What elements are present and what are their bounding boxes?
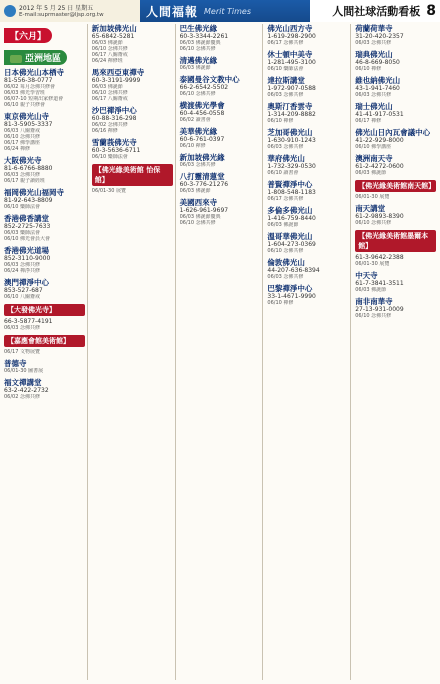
page-title: 人間社球活動看板 [332, 5, 421, 18]
event-line: 06/01-30 展覽 [355, 194, 390, 200]
column-5 [353, 24, 438, 680]
temple-name: 瑞士佛光山 [355, 102, 393, 111]
temple-block [355, 76, 436, 98]
temple-block [4, 335, 85, 355]
event-line: 06/03 念佛共修 [355, 92, 392, 98]
temple-block [267, 232, 348, 254]
event-line: 06/10 藥師法會 [4, 204, 40, 210]
event-line: 06/03 念佛共修 [4, 262, 40, 268]
temple-phone: 1-281-495-3100 [267, 59, 316, 66]
temple-name: 南天講堂 [355, 204, 386, 213]
temple-block [180, 56, 261, 71]
temple-phone: 1-732-329-0530 [267, 163, 316, 170]
temple-block [355, 50, 436, 72]
temple-name: 沙巴禪淨中心 [91, 106, 137, 115]
event-line: 06/03 佛誕節 [355, 170, 387, 176]
temple-block [267, 284, 348, 306]
temple-block [4, 214, 85, 242]
temple-phone: 1-619-298-2900 [267, 33, 316, 40]
temple-name: 福文禪講堂 [4, 378, 42, 387]
event-line: 06/10 禪修 [179, 143, 206, 149]
temple-block [267, 24, 348, 46]
temple-phone: 60-3-3191-9999 [91, 77, 141, 84]
temple-phone: 65-6842-5281 [91, 33, 135, 40]
temple-name: 泰國曼谷文教中心 [179, 75, 240, 84]
temple-phone: 60-3-776-21276 [179, 181, 229, 188]
temple-name: 澳門禪淨中心 [4, 278, 49, 287]
temple-name: 普德寺 [4, 359, 27, 368]
header-info [0, 0, 140, 22]
temple-phone: 63-2-422-2732 [4, 387, 49, 394]
temple-block [92, 138, 173, 160]
temple-phone: 66-2-6542-5502 [179, 84, 229, 91]
event-line: 06/10 禪修 [267, 118, 294, 124]
event-line: 06/03 念佛共修 [355, 40, 392, 46]
event-line: 06/17 佛學講座 [4, 140, 40, 146]
event-line: 06/10 親子共修會 [4, 102, 45, 108]
temple-name: 日本佛光山本栖寺 [4, 68, 64, 77]
temple-block [180, 198, 261, 226]
temple-block [267, 76, 348, 98]
temple-phone: 1-630-910-1243 [267, 137, 316, 144]
event-line: 06/10 念佛共修 [91, 90, 128, 96]
temple-name: 溫哥華佛光山 [267, 232, 313, 241]
temple-name: 維也納佛光山 [355, 76, 401, 85]
temple-phone: 60-4-456-0558 [179, 110, 225, 117]
temple-name: 荷蘭荷華寺 [355, 24, 393, 33]
event-line: 06/03 佛誕節 [179, 188, 211, 194]
event-line: 06/17 八關齋戒 [91, 96, 128, 102]
temple-phone: 60-88-316-298 [91, 115, 137, 122]
temple-phone: 27-13-931-0009 [355, 306, 404, 313]
event-line: 06/10 佛光會員大會 [4, 236, 50, 242]
newspaper-logo-en: Merit Times [204, 6, 252, 16]
temple-block [180, 127, 261, 149]
temple-phone: 41-22-929-8000 [355, 137, 404, 144]
temple-block [92, 24, 173, 64]
header-emblem-icon [4, 5, 16, 17]
column-3 [178, 24, 264, 680]
temple-phone: 61-7-3841-3511 [355, 280, 404, 287]
column-4 [265, 24, 351, 680]
header-email: E-mail:suprmaster@ljsp.org.tw [19, 11, 104, 18]
event-line: 06/10 讀書會 [267, 170, 299, 176]
header-logo-bar [140, 0, 310, 22]
temple-block [4, 68, 85, 108]
temple-block [267, 128, 348, 150]
event-line: 06/03 佛誕節慶典 [179, 214, 221, 220]
month-ribbon: 【六月】 [4, 28, 52, 43]
event-line: 06/10 藥師法會 [91, 154, 128, 160]
temple-block [4, 112, 85, 152]
temple-name: 大阪佛光寺 [4, 156, 42, 165]
event-line: 06/10 禪修 [355, 66, 382, 72]
event-line: 06/17 八關齋戒 [91, 52, 128, 58]
temple-name: 華府佛光山 [267, 154, 305, 163]
temple-name: 倫敦佛光山 [267, 258, 305, 267]
event-line: 06/03 佛誕節慶典 [179, 40, 221, 46]
event-line: 06/10 念佛共修 [355, 220, 392, 226]
region-ribbon-asia [4, 50, 67, 65]
temple-name: 【佛光緣美術館墨爾本館】 [355, 230, 436, 252]
event-line: 06/01-30 展覽 [355, 261, 390, 267]
event-line: 06/02 念佛共修 [4, 394, 40, 400]
event-line: 06/10 八關齋戒 [4, 294, 40, 300]
event-line: 06/03 藥師法會 [4, 230, 40, 236]
temple-block [355, 297, 436, 319]
temple-block [180, 24, 261, 52]
temple-name: 中天寺 [355, 271, 378, 280]
event-line: 06/24 禪修 [4, 146, 30, 152]
temple-name: 【佛光緣美術館南天館】 [355, 180, 436, 192]
temple-phone: 44-207-636-8394 [267, 267, 320, 274]
event-line: 06/01-30 圖書展 [4, 368, 44, 374]
temple-phone: 46-8-669-8050 [355, 59, 400, 66]
temple-name: 達拉斯講堂 [267, 76, 305, 85]
temple-name: 休士頓中美寺 [267, 50, 313, 59]
temple-block [180, 75, 261, 97]
temple-phone: 853-527-687 [4, 287, 43, 294]
header-title-area [310, 0, 440, 22]
temple-name: 佛光山日內瓦會議中心 [355, 128, 431, 137]
region-ribbon-label: 亞洲地區 [25, 54, 62, 64]
temple-phone: 81-6-6766-8880 [4, 165, 53, 172]
event-line: 06/17 親子讀經班 [4, 178, 45, 184]
temple-block [180, 153, 261, 168]
event-line: 06/10 禪修 [267, 300, 294, 306]
event-line: 06/03 佛誕節 [267, 222, 299, 228]
event-line: 06/03 念佛共修 [4, 325, 40, 331]
event-line: 06/17 文物展覽 [4, 349, 40, 355]
temple-phone: 1-972-907-0588 [267, 85, 316, 92]
temple-phone: 1-314-209-8882 [267, 111, 316, 118]
event-line: 06/02 念佛共修 [91, 122, 128, 128]
temple-phone: 61-2-4272-0600 [355, 163, 404, 170]
temple-block [355, 154, 436, 176]
temple-phone: 66-3-5877-4191 [4, 318, 53, 325]
event-line: 06/02 每月念佛共修會 [4, 84, 55, 90]
temple-name: 瑞典佛光山 [355, 50, 393, 59]
temple-name: 南非南華寺 [355, 297, 393, 306]
event-line: 06/10 佛學講座 [355, 144, 392, 150]
temple-block [355, 24, 436, 46]
temple-name: 【佛光緣美術館 怡保館】 [92, 164, 173, 186]
temple-name: 【嘉應會館美術館】 [4, 335, 85, 347]
header-date: 2012 年 5 月 25 日 星期五 [19, 4, 94, 12]
temple-block [267, 154, 348, 176]
event-line: 06/10 念佛共修 [179, 91, 216, 97]
temple-block [4, 359, 85, 374]
temple-name: 東京佛光山寺 [4, 112, 49, 121]
temple-phone: 61-3-9642-2388 [355, 254, 404, 261]
temple-phone: 1-626-961-9697 [179, 207, 229, 214]
event-line: 06/24 禪淨共修 [4, 268, 40, 274]
event-line: 06/10 念佛共修 [4, 134, 40, 140]
event-line: 06/17 禪修 [355, 118, 382, 124]
temple-block [4, 156, 85, 184]
temple-block [267, 50, 348, 72]
column-1 [2, 24, 88, 680]
temple-phone: 43-1-941-7460 [355, 85, 400, 92]
event-line: 06/17 念佛共修 [267, 40, 304, 46]
temple-block [180, 172, 261, 194]
temple-name: 清邁佛光緣 [179, 56, 218, 65]
temple-name: 芝加哥佛光山 [267, 128, 313, 137]
temple-block [355, 230, 436, 267]
event-line: 06/03 念佛共修 [4, 172, 40, 178]
event-line: 06/10 藥師法會 [267, 66, 304, 72]
temple-name: 福岡佛光山福岡寺 [4, 188, 64, 197]
temple-block [4, 378, 85, 400]
page-number: 8 [426, 3, 436, 19]
temple-name: 巴生佛光緣 [179, 24, 218, 33]
temple-block [267, 206, 348, 228]
temple-name: 【大發佛光寺】 [4, 304, 85, 316]
event-line: 06/10 念佛共修 [91, 46, 128, 52]
temple-block [92, 106, 173, 134]
event-line: 06/03 佛誕節 [355, 287, 387, 293]
temple-name: 佛光山西方寺 [267, 24, 313, 33]
event-line: 06/10 念佛共修 [267, 248, 304, 254]
temple-name: 雪蘭莪佛光寺 [91, 138, 137, 147]
temple-phone: 60-3-3344-2261 [179, 33, 229, 40]
temple-block [4, 304, 85, 331]
temple-name: 新加坡佛光緣 [179, 153, 225, 162]
temple-phone: 60-6-761-0397 [179, 136, 225, 143]
event-line: 06/17 念佛共修 [267, 196, 304, 202]
temple-name: 香港佛光道場 [4, 246, 49, 255]
temple-phone: 33-1-4671-9990 [267, 293, 316, 300]
temple-phone: 31-20-420-2357 [355, 33, 404, 40]
column-2 [90, 24, 176, 680]
temple-name: 普賢禪淨中心 [267, 180, 313, 189]
temple-phone: 852-3110-9000 [4, 255, 51, 262]
event-line: 06/03 念佛共修 [267, 274, 304, 280]
event-line: 06/03 佛誕節 [179, 65, 211, 71]
temple-phone: 852-2725-7633 [4, 223, 51, 230]
temple-phone: 81-556-38-0777 [4, 77, 53, 84]
event-line: 06/07-10 短期出家修道會 [4, 96, 64, 102]
temple-block [355, 180, 436, 200]
temple-block [355, 102, 436, 124]
temple-block [4, 188, 85, 210]
temple-phone: 1-604-273-0369 [267, 241, 316, 248]
temple-block [355, 204, 436, 226]
event-line: 06/01-30 展覽 [91, 188, 126, 194]
map-icon [10, 55, 22, 63]
temple-name: 奧斯汀香雲寺 [267, 102, 313, 111]
temple-name: 香港佛香講堂 [4, 214, 49, 223]
temple-name: 澳洲南天寺 [355, 154, 393, 163]
temple-name: 横渡佛光學會 [179, 101, 225, 110]
temple-block [267, 102, 348, 124]
event-line: 06/03 佛誕節 [91, 84, 123, 90]
event-line: 06/10 念佛共修 [355, 313, 392, 319]
temple-phone: 81-92-643-8809 [4, 197, 53, 204]
temple-name: 美國西來寺 [179, 198, 218, 207]
temple-block [355, 128, 436, 150]
event-line: 06/03 佛光學習班 [4, 90, 45, 96]
temple-phone: 60-3-5636-6711 [91, 147, 141, 154]
event-line: 06/03 念佛共修 [267, 144, 304, 150]
temple-phone: 61-2-9893-8390 [355, 213, 404, 220]
temple-phone: 1-808-548-1183 [267, 189, 316, 196]
event-line: 06/24 禪修班 [91, 58, 123, 64]
event-line: 06/03 念佛共修 [179, 162, 216, 168]
temple-name: 八打靈清蓮堂 [179, 172, 225, 181]
temple-block [267, 258, 348, 280]
event-line: 06/03 念佛共修 [267, 92, 304, 98]
newspaper-logo: 人間福報 [146, 4, 199, 19]
temple-block [92, 68, 173, 102]
content-columns [2, 24, 438, 680]
temple-phone: 81-3-5905-3337 [4, 121, 53, 128]
event-line: 06/02 讀書會 [179, 117, 211, 123]
temple-name: 美華佛光緣 [179, 127, 218, 136]
temple-name: 新加坡佛光山 [91, 24, 137, 33]
event-line: 06/03 八關齋戒 [4, 128, 40, 134]
page-header [0, 0, 440, 22]
event-line: 06/16 禪修 [91, 128, 118, 134]
event-line: 06/10 念佛共修 [179, 220, 216, 226]
temple-name: 多倫多佛光山 [267, 206, 313, 215]
temple-block [355, 271, 436, 293]
temple-block [267, 180, 348, 202]
temple-block [180, 101, 261, 123]
temple-phone: 41-41-917-0531 [355, 111, 404, 118]
event-line: 06/03 佛誕節 [91, 40, 123, 46]
temple-name: 馬來西亞東禪寺 [91, 68, 145, 77]
temple-name: 巴黎禪淨中心 [267, 284, 313, 293]
temple-block [92, 164, 173, 194]
event-line: 06/10 念佛共修 [179, 46, 216, 52]
temple-block [4, 246, 85, 274]
temple-block [4, 278, 85, 300]
temple-phone: 1-416-759-8440 [267, 215, 316, 222]
